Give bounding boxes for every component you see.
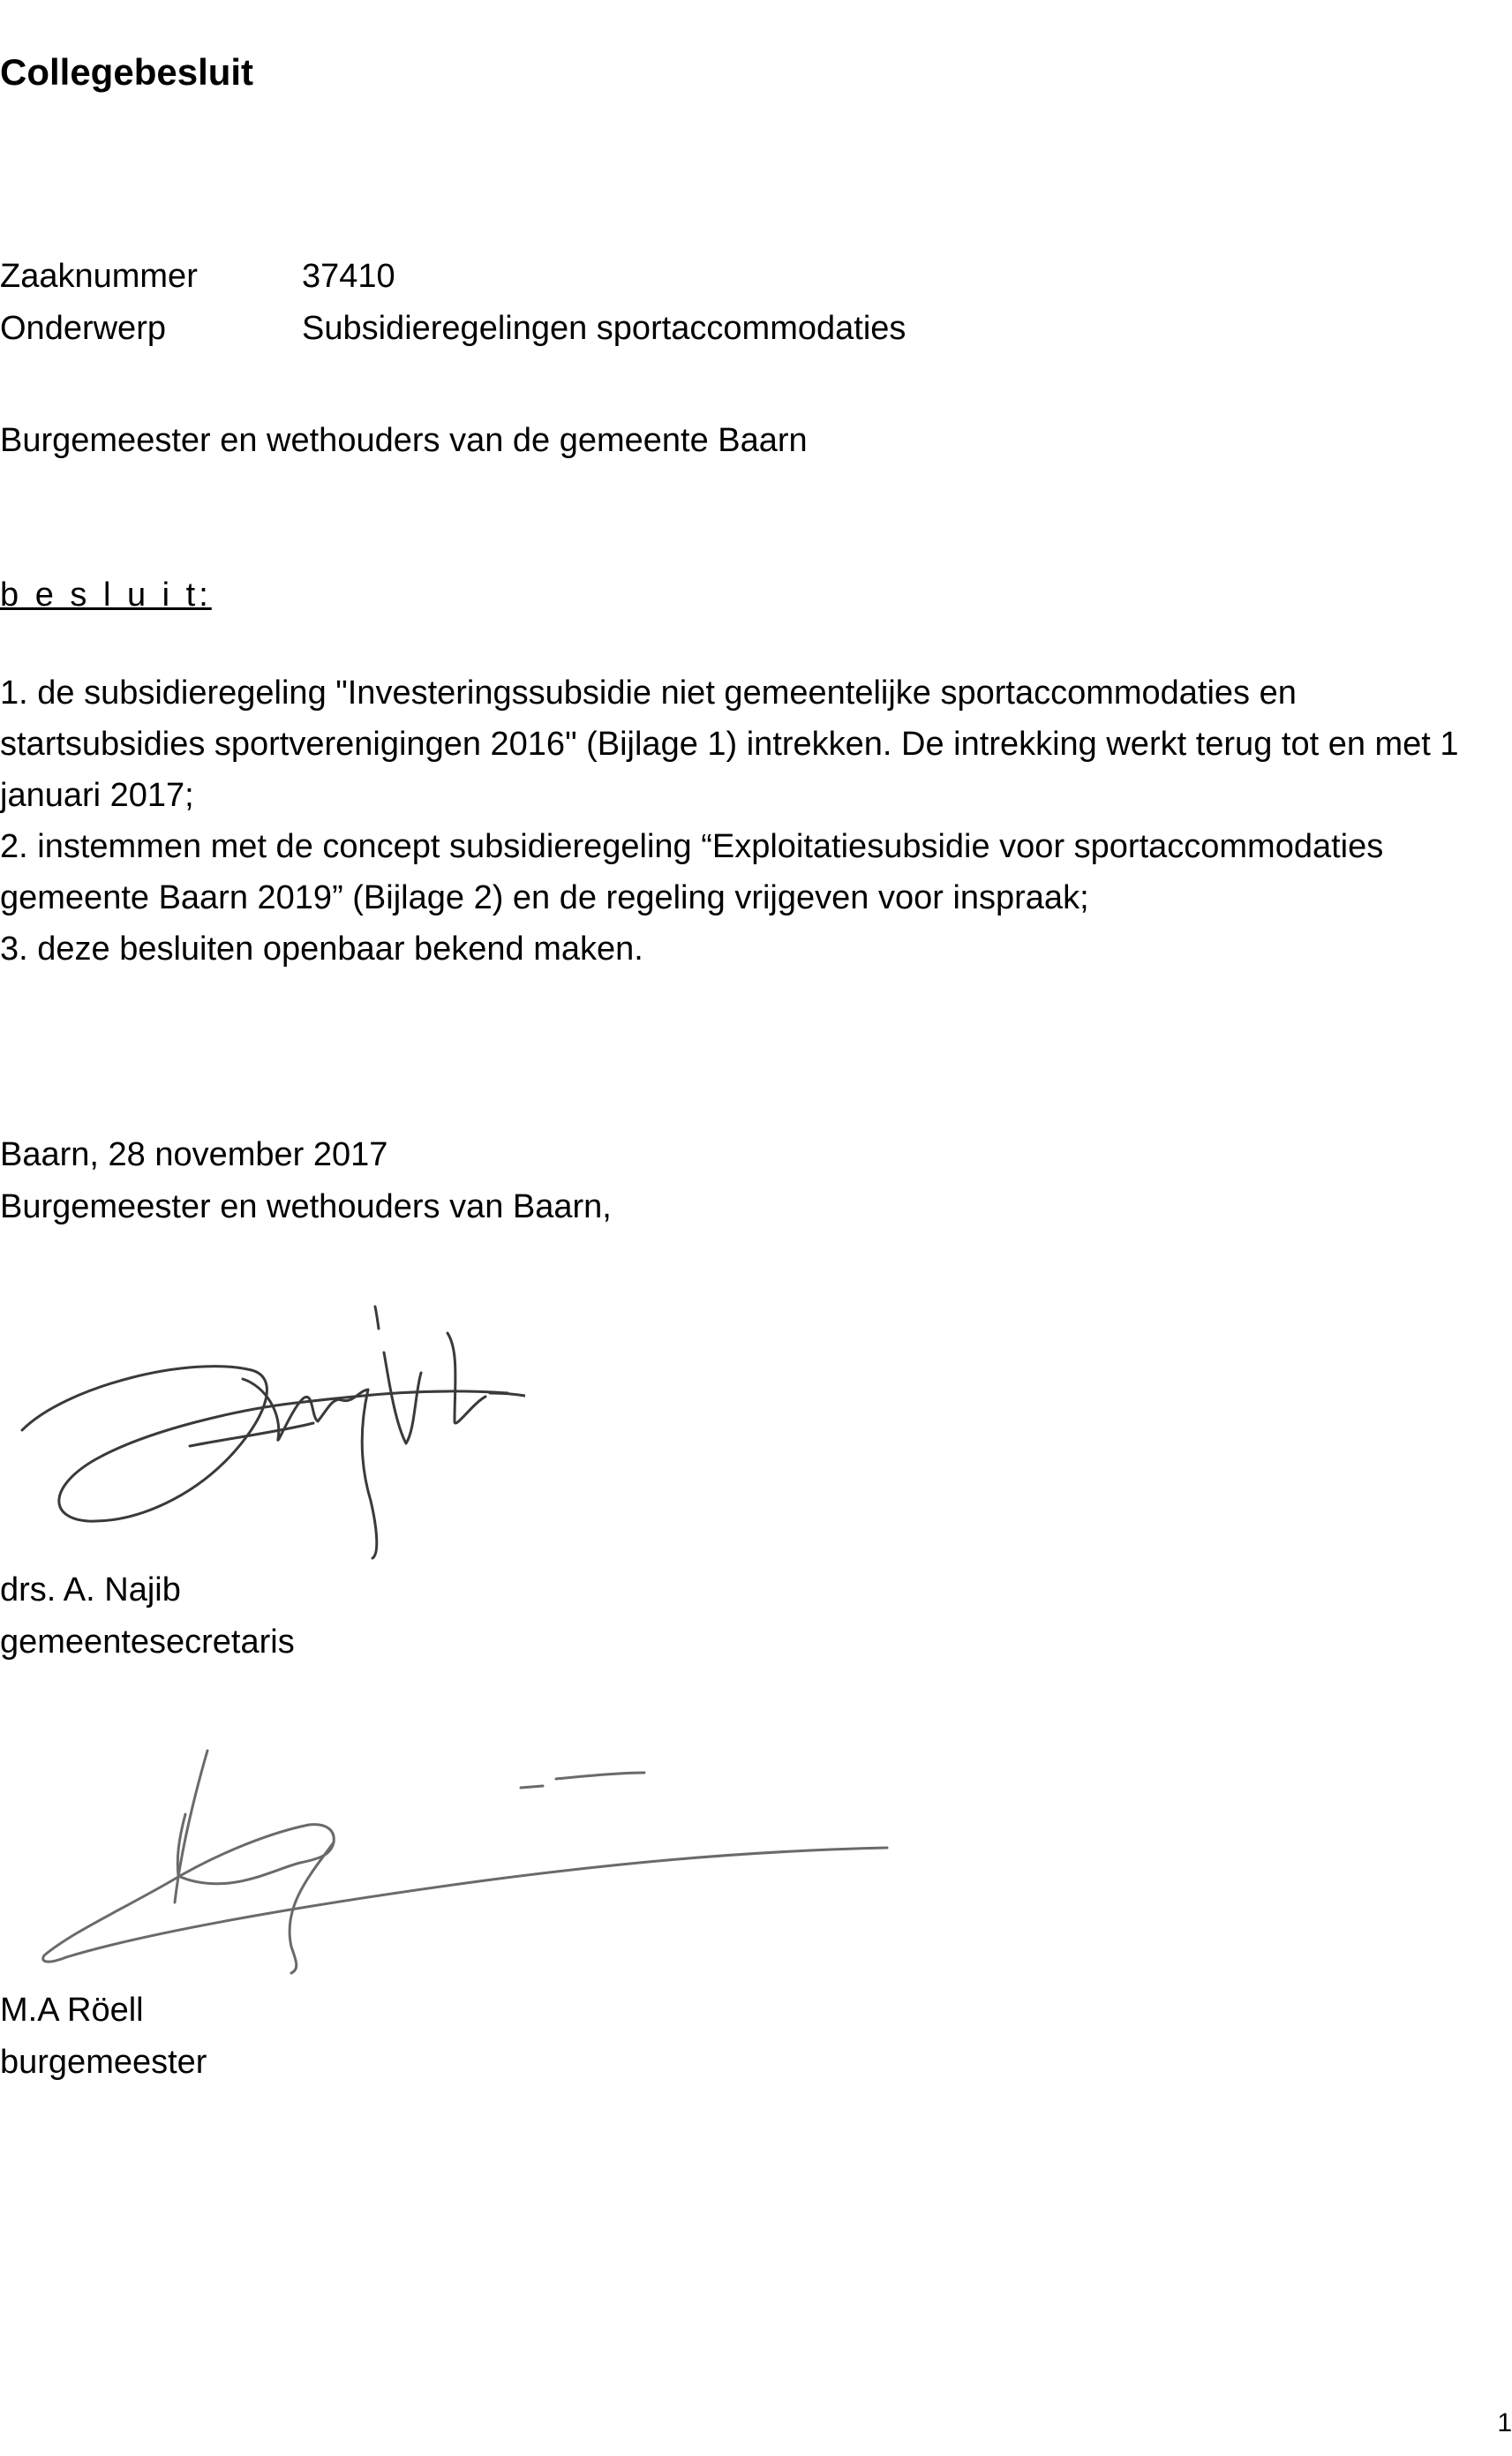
signatory-2-role: burgemeester xyxy=(0,2044,207,2081)
authority-line: Burgemeester en wethouders van de gemeente Baarn xyxy=(0,422,808,459)
document-title: Collegebesluit xyxy=(0,51,254,93)
decision-item: 2. instemmen met de concept subsidieregeling “Exploitatiesubsidie voor sportaccommodaties gemeente Baarn 2019” (Bijlage 2) en de regeling vrijgeven voor inspraak; xyxy=(0,828,1384,916)
case-number-label: Zaaknummer xyxy=(0,258,198,295)
page-number: 1 xyxy=(1497,2408,1512,2437)
signing-body: Burgemeester en wethouders van Baarn, xyxy=(0,1188,612,1225)
place-date: Baarn, 28 november 2017 xyxy=(0,1136,388,1173)
signatory-1-role: gemeentesecretaris xyxy=(0,1624,295,1661)
decision-heading: b e s l u i t: xyxy=(0,576,212,614)
subject-label: Onderwerp xyxy=(0,310,166,347)
signature-roell xyxy=(26,1744,891,1978)
signatory-2-name: M.A Röell xyxy=(0,1992,144,2029)
decision-list xyxy=(0,667,1483,975)
signatory-1-name: drs. A. Najib xyxy=(0,1571,181,1608)
decision-item: 1. de subsidieregeling "Investeringssubsidie niet gemeentelijke sportaccommodaties en startsubsidies sportverenigingen 2016" (Bijlage 1) intrekken. De intrekking werkt terug tot en met 1 januari 2017; xyxy=(0,674,1459,814)
subject-value: Subsidieregelingen sportaccommodaties xyxy=(302,310,906,347)
case-number-value: 37410 xyxy=(302,258,395,295)
signature-najib xyxy=(13,1289,525,1567)
decision-item: 3. deze besluiten openbaar bekend maken. xyxy=(0,930,643,968)
